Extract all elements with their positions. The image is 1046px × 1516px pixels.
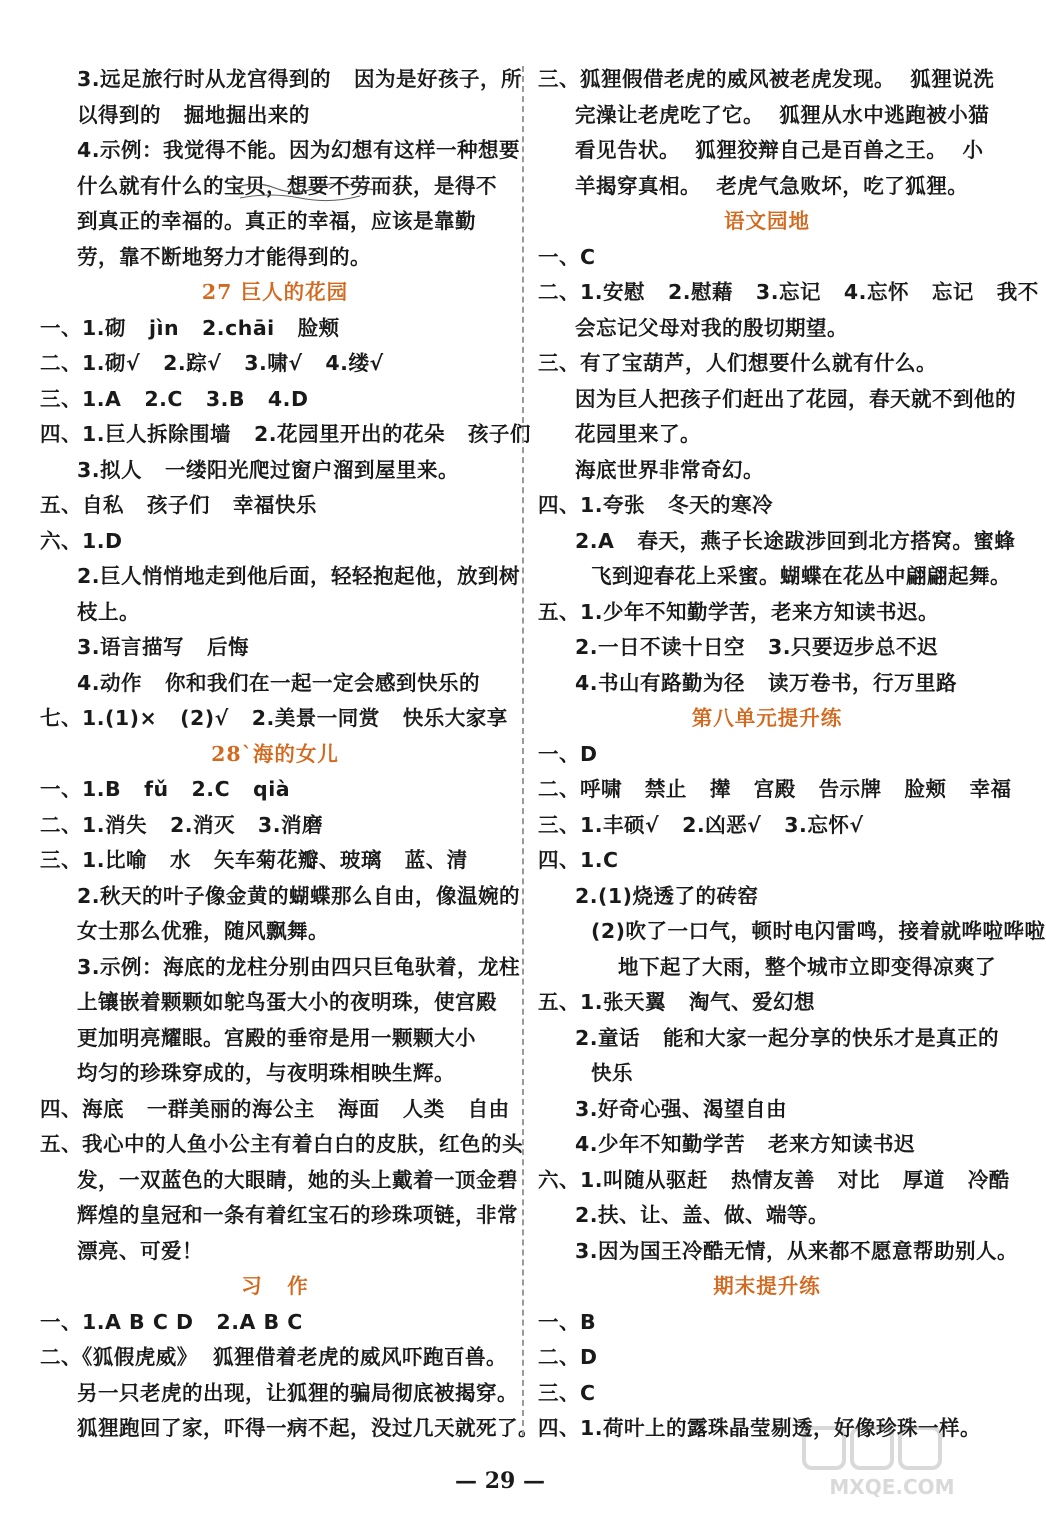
answer-line: 会忘记父母对我的殷切期望。: [575, 315, 848, 340]
answer-line: 一、C: [538, 244, 596, 269]
answer-line: 六、1.叫随从驱赶 热情友善 对比 厚道 冷酷: [538, 1167, 1010, 1192]
answer-line: 花园里来了。: [575, 422, 701, 446]
answer-line: 3.因为国王冷酷无情，从来都不愿意帮助别人。: [575, 1238, 1019, 1263]
answer-line: 五、1.张天翼 淘气、爱幻想: [538, 990, 815, 1014]
answer-line: 三、1.丰硕√ 2.凶恶√ 3.忘怀√: [538, 812, 864, 837]
svg-text:MXQE.COM: MXQE.COM: [829, 1475, 955, 1499]
answer-line: 2.秋天的叶子像金黄的蝴蝶那么自由，像温婉的: [77, 883, 521, 908]
answer-line: 漂亮、可爱！: [77, 1238, 203, 1263]
answer-line: (2)吹了一口气，顿时电闪雷鸣，接着就哗啦哗啦: [591, 919, 1046, 943]
answer-line: 二、《狐假虎威》 狐狸借着老虎的威风吓跑百兽。: [40, 1345, 508, 1369]
answer-line: 看见告状。 狐狸狡辩自己是百兽之王。 小: [575, 138, 984, 162]
answer-line: 一、1.B fǔ 2.C qià: [40, 777, 291, 801]
answer-line: 四、1.C: [538, 848, 619, 872]
answer-line: 因为巨人把孩子们赶出了花园，春天就不到他的: [575, 386, 1016, 411]
answer-line: 2.(1)烧透了的砖窑: [575, 883, 759, 908]
answer-line: 一、B: [538, 1309, 597, 1334]
section-heading: 第八单元提升练: [691, 706, 843, 730]
answer-line: 3.示例：海底的龙柱分别由四只巨龟驮着，龙柱: [77, 954, 521, 979]
answer-line: 四、1.荷叶上的露珠晶莹剔透，好像珍珠一样。: [538, 1416, 982, 1440]
section-heading: 习 作: [241, 1274, 309, 1298]
answer-line: 三、1.比喻 水 矢车菊花瓣、玻璃 蓝、清: [40, 848, 468, 872]
answer-line: 二、呼啸 禁止 撵 宫殿 告示牌 脸颊 幸福: [538, 777, 1012, 801]
handwritten-scribble: [230, 176, 390, 206]
answer-line: 另一只老虎的出现，让狐狸的骗局彻底被揭穿。: [77, 1380, 518, 1405]
answer-line: 以得到的 掘地掘出来的: [77, 102, 310, 127]
answer-line: 四、1.巨人拆除围墙 2.花园里开出的花朵 孩子们: [40, 422, 531, 446]
answer-line: 2.A 春天，燕子长途跋涉回到北方搭窝。蜜蜂: [575, 528, 1016, 553]
answer-line: 到真正的幸福的。真正的幸福，应该是靠勤: [77, 209, 476, 233]
section-heading: 语文园地: [724, 209, 810, 233]
section-heading: 期末提升练: [713, 1274, 821, 1298]
left-column: [40, 62, 539, 1447]
answer-line: 3.拟人 一缕阳光爬过窗户溜到屋里来。: [77, 457, 459, 482]
answer-line: 2.童话 能和大家一起分享的快乐才是真正的: [575, 1025, 999, 1050]
answer-line: 二、D: [538, 1345, 598, 1369]
answer-line: 4.书山有路勤为径 读万卷书，行万里路: [575, 670, 957, 695]
answer-line: 海底世界非常奇幻。: [575, 457, 764, 482]
answer-line: 3.语言描写 后悔: [77, 635, 249, 659]
answer-line: 七、1.(1)× (2)√ 2.美景一同赏 快乐大家享: [40, 706, 508, 730]
answer-line: 发，一双蓝色的大眼睛，她的头上戴着一顶金碧: [77, 1167, 518, 1192]
page-number: — 29 —: [455, 1468, 545, 1494]
answer-line: 三、有了宝葫芦，人们想要什么就有什么。: [538, 351, 937, 375]
column-divider: [522, 66, 524, 1436]
answer-line: 三、狐狸假借老虎的威风被老虎发现。 狐狸说洗: [538, 67, 995, 91]
answer-line: 劳，靠不断地努力才能得到的。: [77, 244, 371, 269]
answer-line: 什么就有什么的宝贝，想要不劳而获，是得不: [77, 173, 497, 198]
section-heading: 27 巨人的花园: [201, 280, 349, 304]
answer-line: 六、1.D: [40, 528, 123, 553]
answer-line: 一、D: [538, 741, 598, 766]
section-heading: 28`海的女儿: [211, 741, 339, 766]
answer-line: 一、1.A B C D 2.A B C: [40, 1309, 303, 1334]
answer-line: 2.扶、让、盖、做、端等。: [575, 1203, 830, 1227]
answer-line: 地下起了大雨，整个城市立即变得凉爽了: [618, 954, 996, 979]
answer-line: 4.示例：我觉得不能。因为幻想有这样一种想要: [77, 138, 521, 162]
answer-line: 三、1.A 2.C 3.B 4.D: [40, 386, 309, 411]
answer-line: 羊揭穿真相。 老虎气急败坏，吃了狐狸。: [575, 173, 969, 198]
answer-line: 3.好奇心强、渴望自由: [575, 1096, 788, 1121]
answer-line: 4.动作 你和我们在一起一定会感到快乐的: [77, 670, 480, 695]
answer-line: 2.巨人悄悄地走到他后面，轻轻抱起他，放到树: [77, 564, 521, 588]
answer-line: 狐狸跑回了家，吓得一病不起，没过几天就死了。: [77, 1416, 539, 1440]
answer-line: 五、1.少年不知勤学苦，老来方知读书迟。: [538, 599, 940, 624]
answer-line: 二、1.砌√ 2.踪√ 3.啸√ 4.缕√: [40, 351, 384, 375]
answer-line: 枝上。: [77, 599, 140, 624]
answer-line: 上镶嵌着颗颗如鸵鸟蛋大小的夜明珠，使宫殿: [77, 990, 497, 1014]
answer-line: 女士那么优雅，随风飘舞。: [77, 919, 329, 943]
answer-line: 二、1.安慰 2.慰藉 3.忘记 4.忘怀 忘记 我不: [538, 280, 1039, 304]
answer-line: 均匀的珍珠穿成的，与夜明珠相映生辉。: [77, 1061, 455, 1085]
watermark-logo: [796, 1422, 986, 1502]
right-column: [538, 62, 1046, 1447]
answer-line: 更加明亮耀眼。宫殿的垂帘是用一颗颗大小: [77, 1025, 476, 1050]
answer-line: 快乐: [591, 1061, 633, 1085]
answer-line: 五、我心中的人鱼小公主有着白白的皮肤，红色的头: [40, 1132, 523, 1156]
answer-line: 四、1.夸张 冬天的寒冷: [538, 493, 773, 517]
answer-line: 完澡让老虎吃了它。 狐狸从水中逃跑被小猫: [575, 102, 990, 127]
answer-line: 五、自私 孩子们 幸福快乐: [40, 493, 317, 517]
answer-line: 辉煌的皇冠和一条有着红宝石的珍珠项链，非常: [77, 1203, 518, 1227]
answer-line: 四、海底 一群美丽的海公主 海面 人类 自由: [40, 1096, 510, 1121]
answer-line: 飞到迎春花上采蜜。蝴蝶在花丛中翩翩起舞。: [591, 564, 1011, 588]
answer-line: 3.远足旅行时从龙宫得到的 因为是好孩子，所: [77, 67, 522, 91]
answer-line: 二、1.消失 2.消灭 3.消磨: [40, 812, 323, 837]
answer-line: 4.少年不知勤学苦 老来方知读书迟: [575, 1132, 915, 1156]
answer-line: 2.一日不读十日空 3.只要迈步总不迟: [575, 635, 939, 659]
answer-line: 三、C: [538, 1380, 596, 1405]
answer-line: 一、1.砌 jìn 2.chāi 脸颊: [40, 315, 340, 340]
